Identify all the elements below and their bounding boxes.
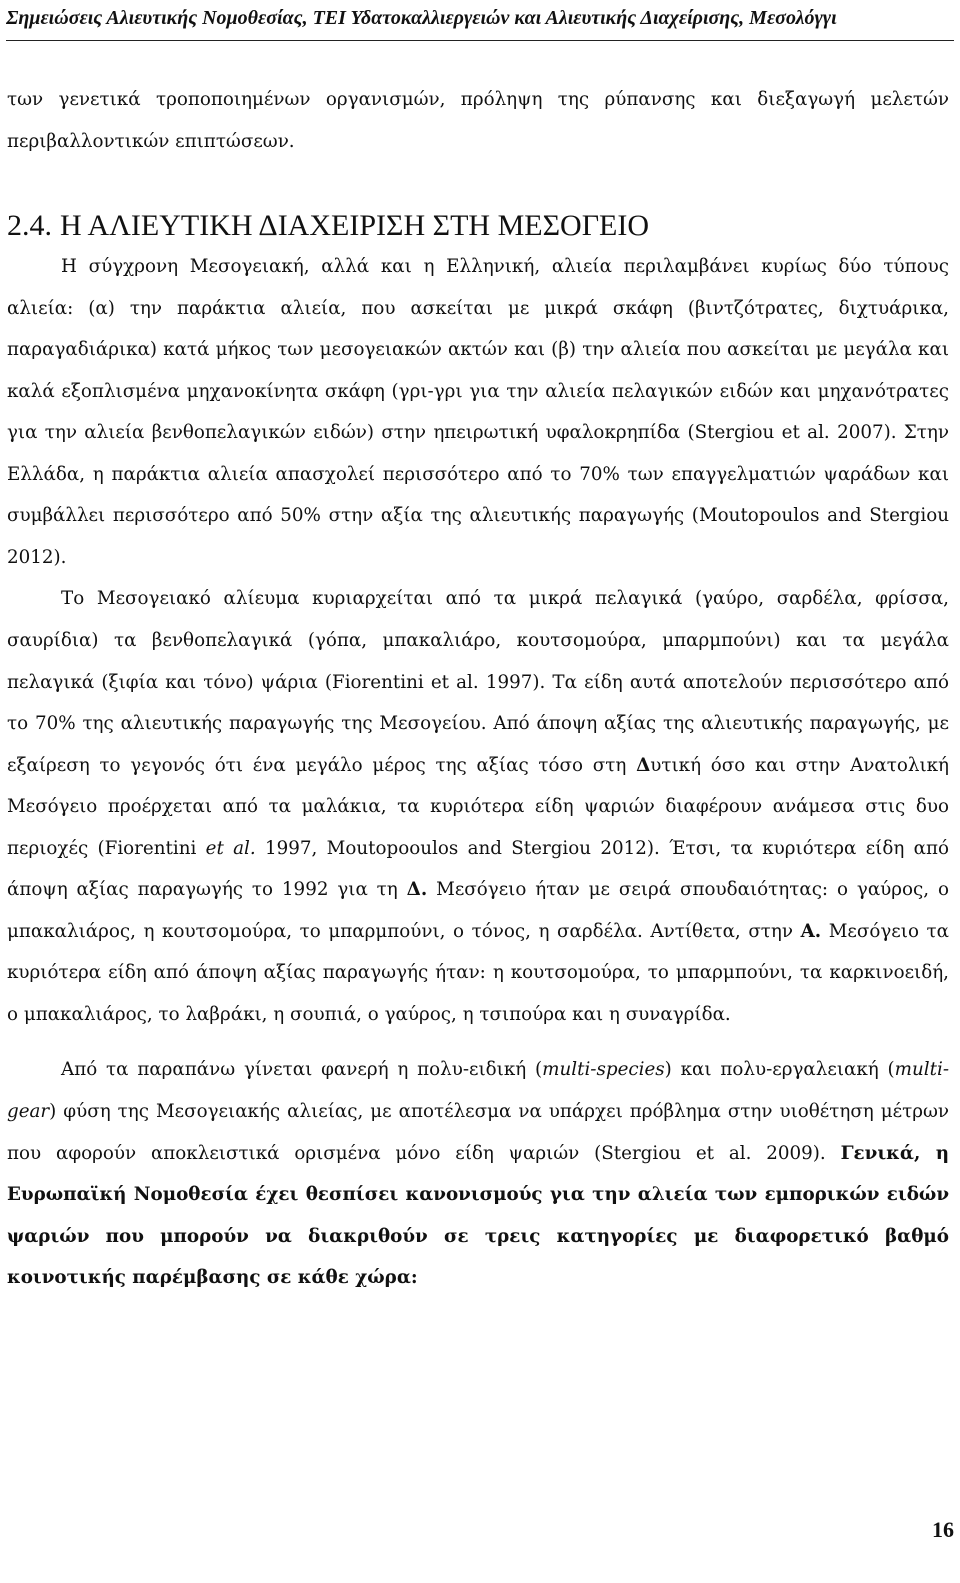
et-al: et al. — [205, 837, 256, 859]
section-title: Η ΑΛΙΕΥΤΙΚΗ ΔΙΑΧΕΙΡΙΣΗ ΣΤΗ ΜΕΣΟΓΕΙΟ — [60, 209, 650, 243]
paragraph-3-text-b: ) και πολυ-εργαλειακή ( — [664, 1059, 895, 1081]
paragraph-2-text-d: Μεσόγειο ήταν με σειρά σπουδαιότητας: ο γαύρος, ο μπακαλιάρος, η κουτσομούρα, το μπαρμπούνι, ο τόνος, η σαρδέλα. Αντίθετα, στην — [7, 879, 949, 942]
paragraph-3-text-c: ) φύση της Μεσογειακής αλιείας, με αποτέλεσμα να υπάρχει πρόβλημα στην υιοθέτηση μέτρων που αφορούν αποκλειστικά ορισμένα μόνο είδη ψαριών (Stergiou et al. 2009). — [7, 1101, 949, 1164]
paragraph-1: Η σύγχρονη Μεσογειακή, αλλά και η Ελληνική, αλιεία περιλαμβάνει κυρίως δύο τύπους αλιεία: (α) την παράκτια αλιεία, που ασκείται με μικρά σκάφη (βιντζότρατες, διχτυάρικα, παραγαδιάρικα) κατά μήκος των μεσογειακών ακτών και (β) την αλιεία που ασκείται με μεγάλα και καλά εξοπλισμένα μηχανοκίνητα σκάφη (γρι-γρι για την αλιεία πελαγικών ειδών και μηχανότρατες για την αλιεία βενθοπελαγικών ειδών) στην ηπειρωτική υφαλοκρηπίδα (Stergiou et al. 2007). Στην Ελλάδα, η παράκτια αλιεία απασχολεί περισσότερο από το 70% των επαγγελματιών ψαράδων και συμβάλλει περισσότερο από 50% στην αξία της αλιευτικής παραγωγής (Moutopoulos and Stergiou 2012). — [7, 256, 949, 568]
west-abbrev: Δ. — [406, 879, 428, 901]
paragraph-3-bold-statement: Γενικά, η Ευρωπαϊκή Νομοθεσία έχει θεσπίσει κανονισμούς για την αλιεία των εμπορικών ειδών ψαριών που μπορούν να διακριθούν σε τρεις κατηγορίες με διαφορετικό βαθμό κοινοτικής παρέμβασης σε κάθε χώρα: — [7, 1142, 950, 1289]
paragraph-3 — [7, 1049, 949, 1298]
west-initial: Δ — [636, 754, 651, 776]
paragraph-2-text-a: Το Μεσογειακό αλίευμα κυριαρχείται από τα μικρά πελαγικά (γαύρο, σαρδέλα, φρίσσα, σαυρίδια) τα βενθοπελαγικά (γόπα, μπακαλιάρο, κουτσομούρα, μπαρμπούνι) και τα μεγάλα πελαγικά (ξιφία και τόνο) ψάρια (Fiorentini et al. 1997). Τα είδη αυτά αποτελούν περισσότερο από το 70% της αλιευτικής παραγωγής της Μεσογείου. Από άποψη αξίας της αλιευτικής παραγωγής, με εξαίρεση το γεγονός ότι ένα μεγάλο μέρος της αξίας τόσο στη — [7, 588, 949, 776]
paragraph-2-text-e: Μεσόγειο τα κυριότερα είδη από άποψη αξίας παραγωγής ήταν: η κουτσομούρα, το μπαρμπούνι, τα καρκινοειδή, ο μπακαλιάρος, το λαβράκι, η σουπιά, ο γαύρος, η τσιπούρα και η συναγρίδα. — [7, 920, 949, 1025]
multi-gear-term: multi-gear — [7, 1059, 949, 1123]
section-number: 2.4. — [7, 209, 52, 243]
running-header: Σημειώσεις Αλιευτικής Νομοθεσίας, ΤΕΙ Υδατοκαλλιεργειών και Αλιευτικής Διαχείρισης, Μεσολόγγι — [6, 7, 837, 29]
page-number: 16 — [932, 1517, 954, 1542]
paragraph-3-text-a: Από τα παραπάνω γίνεται φανερή η πολυ-ειδική ( — [61, 1059, 543, 1081]
paragraph-2 — [7, 578, 949, 1035]
east-abbrev: Α. — [800, 920, 822, 942]
paragraph-2-text-c: 1997, Moutopooulos and Stergiou 2012). Έτσι, τα κυριότερα είδη από άποψη αξίας παραγωγής το 1992 για τη — [7, 837, 949, 901]
multi-species-term: multi-species — [542, 1059, 665, 1081]
paragraph-2-text-b: υτική όσο και στην Ανατολική Μεσόγειο προέρχεται από τα μαλάκια, τα κυριότερα είδη ψαριών διαφέρουν ανάμεσα στις δυο περιοχές (Fiorentini — [7, 754, 949, 859]
intro-paragraph: των γενετικά τροποποιημένων οργανισμών, πρόληψη της ρύπανσης και διεξαγωγή μελετών περιβαλλοντικών επιπτώσεων. — [7, 89, 949, 152]
section-heading — [7, 206, 949, 246]
header-rule — [6, 40, 954, 41]
document-body — [7, 79, 949, 1299]
